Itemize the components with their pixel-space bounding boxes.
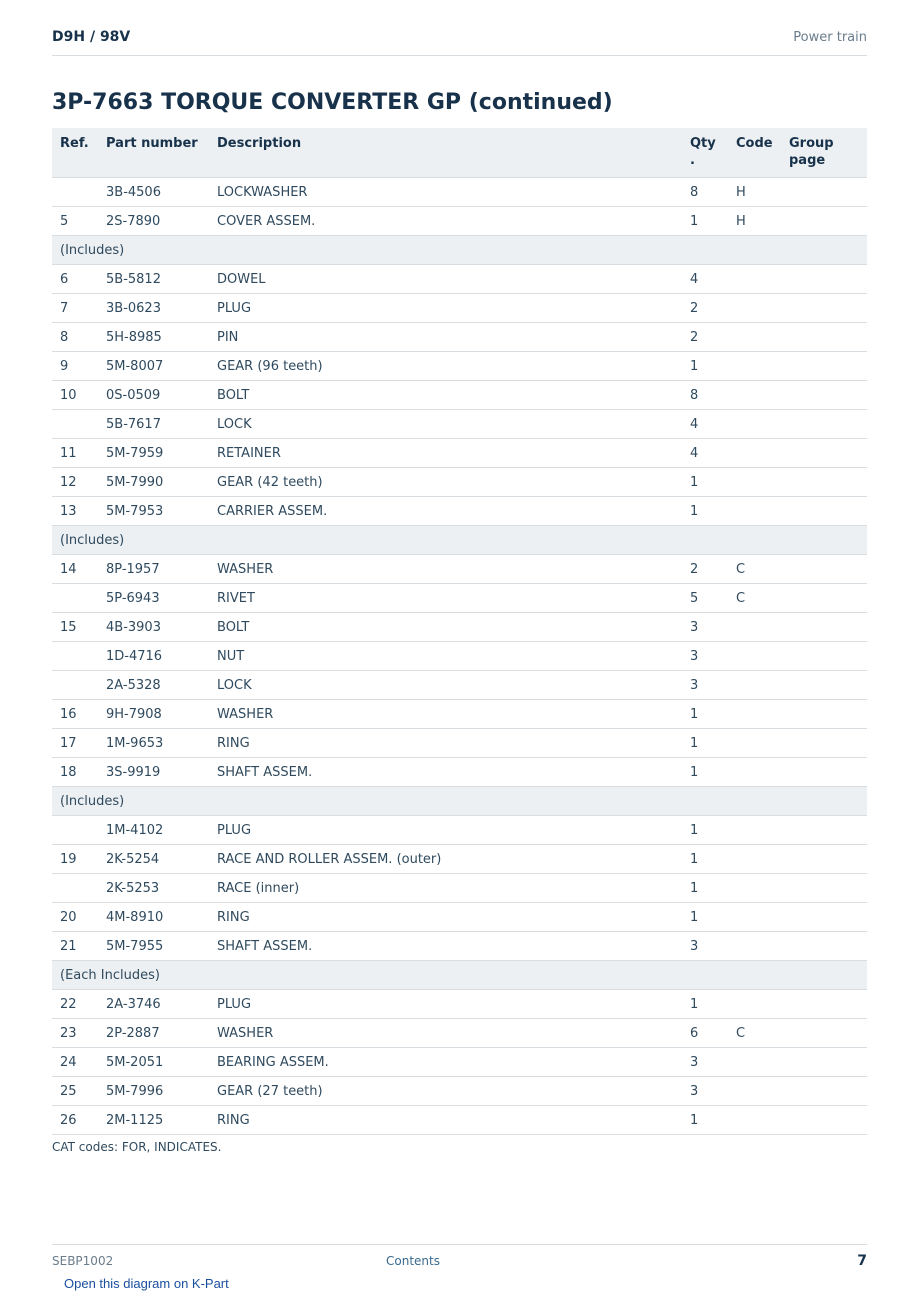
code-cell — [728, 468, 781, 497]
table-row — [52, 294, 867, 323]
qty-cell: 4 — [682, 410, 728, 439]
document-id: SEBP1002 — [52, 1254, 114, 1268]
table-row — [52, 671, 867, 700]
code-cell — [728, 497, 781, 526]
part-number-cell: 5B-7617 — [98, 410, 209, 439]
code-cell — [728, 294, 781, 323]
code-cell — [728, 903, 781, 932]
part-number-cell: 5M-8007 — [98, 352, 209, 381]
table-row — [52, 903, 867, 932]
description-cell: SHAFT ASSEM. — [209, 932, 682, 961]
table-row — [52, 613, 867, 642]
table-row — [52, 207, 867, 236]
table-row — [52, 352, 867, 381]
part-number-cell: 9H-7908 — [98, 700, 209, 729]
code-cell: C — [728, 555, 781, 584]
code-cell — [728, 758, 781, 787]
ref-cell: 26 — [52, 1106, 98, 1135]
code-cell — [728, 932, 781, 961]
code-cell — [728, 642, 781, 671]
group-page-cell — [781, 497, 867, 526]
ref-cell — [52, 642, 98, 671]
description-cell: WASHER — [209, 555, 682, 584]
part-number-cell: 2K-5254 — [98, 845, 209, 874]
part-number-cell: 5M-7996 — [98, 1077, 209, 1106]
description-cell: BOLT — [209, 613, 682, 642]
page-title — [52, 90, 613, 115]
group-page-cell — [781, 1077, 867, 1106]
part-number-cell: 3B-0623 — [98, 294, 209, 323]
code-cell — [728, 700, 781, 729]
qty-cell: 1 — [682, 352, 728, 381]
part-number-cell: 2A-5328 — [98, 671, 209, 700]
qty-cell: 4 — [682, 265, 728, 294]
table-row — [52, 1106, 867, 1135]
ref-cell: 18 — [52, 758, 98, 787]
description-cell: WASHER — [209, 700, 682, 729]
ref-cell: 16 — [52, 700, 98, 729]
qty-cell: 1 — [682, 729, 728, 758]
group-page-cell — [781, 468, 867, 497]
cat-codes-note: CAT codes: FOR, INDICATES. — [52, 1140, 222, 1154]
ref-cell — [52, 178, 98, 207]
qty-cell: 8 — [682, 381, 728, 410]
qty-cell: 8 — [682, 178, 728, 207]
qty-cell: 3 — [682, 1048, 728, 1077]
qty-cell: 2 — [682, 555, 728, 584]
code-cell — [728, 613, 781, 642]
qty-cell: 1 — [682, 845, 728, 874]
ref-cell: 7 — [52, 294, 98, 323]
group-page-cell — [781, 845, 867, 874]
code-cell — [728, 1106, 781, 1135]
group-page-cell — [781, 265, 867, 294]
group-page-cell — [781, 903, 867, 932]
table-row — [52, 758, 867, 787]
code-cell: C — [728, 1019, 781, 1048]
code-cell: H — [728, 178, 781, 207]
description-cell: CARRIER ASSEM. — [209, 497, 682, 526]
table-row — [52, 381, 867, 410]
group-page-cell — [781, 990, 867, 1019]
part-number-cell: 2S-7890 — [98, 207, 209, 236]
column-code: Code — [728, 128, 781, 178]
part-number-cell: 8P-1957 — [98, 555, 209, 584]
table-row — [52, 439, 867, 468]
parts-table — [52, 128, 867, 1135]
part-number-cell: 5M-7959 — [98, 439, 209, 468]
part-number-cell: 0S-0509 — [98, 381, 209, 410]
ref-cell: 11 — [52, 439, 98, 468]
group-page-cell — [781, 410, 867, 439]
table-row — [52, 729, 867, 758]
group-page-cell — [781, 178, 867, 207]
qty-cell: 2 — [682, 323, 728, 352]
description-cell: RETAINER — [209, 439, 682, 468]
table-row — [52, 323, 867, 352]
code-cell — [728, 874, 781, 903]
ref-cell: 25 — [52, 1077, 98, 1106]
ref-cell: 13 — [52, 497, 98, 526]
ref-cell: 5 — [52, 207, 98, 236]
code-cell — [728, 1048, 781, 1077]
ref-cell: 17 — [52, 729, 98, 758]
qty-cell: 1 — [682, 816, 728, 845]
group-page-cell — [781, 613, 867, 642]
code-cell — [728, 845, 781, 874]
description-cell: RACE AND ROLLER ASSEM. (outer) — [209, 845, 682, 874]
part-number-cell: 5B-5812 — [98, 265, 209, 294]
table-row — [52, 1019, 867, 1048]
qty-cell: 1 — [682, 1106, 728, 1135]
group-page-cell — [781, 816, 867, 845]
qty-cell: 4 — [682, 439, 728, 468]
table-row — [52, 555, 867, 584]
column-group-page: Group page — [781, 128, 867, 178]
parts-table-body — [52, 178, 867, 1135]
qty-cell: 6 — [682, 1019, 728, 1048]
contents-link[interactable]: Contents — [386, 1254, 440, 1268]
includes-label: (Includes) — [52, 236, 867, 265]
description-cell: PLUG — [209, 816, 682, 845]
page-header — [52, 29, 867, 56]
ref-cell: 6 — [52, 265, 98, 294]
qty-cell: 1 — [682, 758, 728, 787]
group-page-cell — [781, 700, 867, 729]
ref-cell: 19 — [52, 845, 98, 874]
qty-cell: 5 — [682, 584, 728, 613]
table-row — [52, 932, 867, 961]
description-cell: LOCK — [209, 671, 682, 700]
code-cell: C — [728, 584, 781, 613]
qty-cell: 3 — [682, 613, 728, 642]
group-page-cell — [781, 584, 867, 613]
code-cell — [728, 729, 781, 758]
code-cell — [728, 265, 781, 294]
group-page-cell — [781, 352, 867, 381]
ref-cell: 8 — [52, 323, 98, 352]
code-cell — [728, 671, 781, 700]
group-page-cell — [781, 323, 867, 352]
part-number-cell: 5M-7955 — [98, 932, 209, 961]
machine-model: D9H / 98V — [52, 29, 131, 45]
description-cell: BOLT — [209, 381, 682, 410]
description-cell: BEARING ASSEM. — [209, 1048, 682, 1077]
ref-cell: 10 — [52, 381, 98, 410]
qty-cell: 3 — [682, 671, 728, 700]
description-cell: GEAR (96 teeth) — [209, 352, 682, 381]
description-cell: RING — [209, 729, 682, 758]
part-number-cell: 5M-7990 — [98, 468, 209, 497]
group-page-cell — [781, 729, 867, 758]
column-qty: Qty . — [682, 128, 728, 178]
description-cell: PLUG — [209, 294, 682, 323]
title-suffix: (continued) — [468, 90, 613, 115]
group-page-cell — [781, 381, 867, 410]
code-cell — [728, 410, 781, 439]
ref-cell: 23 — [52, 1019, 98, 1048]
description-cell: RIVET — [209, 584, 682, 613]
part-number-cell: 4B-3903 — [98, 613, 209, 642]
ref-cell: 21 — [52, 932, 98, 961]
group-page-cell — [781, 1019, 867, 1048]
description-cell: RING — [209, 1106, 682, 1135]
table-row — [52, 1048, 867, 1077]
kpart-diagram-link[interactable]: Open this diagram on K-Part — [64, 1276, 229, 1291]
qty-cell: 1 — [682, 700, 728, 729]
code-cell: H — [728, 207, 781, 236]
part-number-cell: 2K-5253 — [98, 874, 209, 903]
column-ref: Ref. — [52, 128, 98, 178]
description-cell: RACE (inner) — [209, 874, 682, 903]
table-row — [52, 468, 867, 497]
description-cell: SHAFT ASSEM. — [209, 758, 682, 787]
ref-cell: 15 — [52, 613, 98, 642]
ref-cell: 12 — [52, 468, 98, 497]
description-cell: GEAR (27 teeth) — [209, 1077, 682, 1106]
description-cell: PLUG — [209, 990, 682, 1019]
table-row — [52, 410, 867, 439]
part-number-cell: 2P-2887 — [98, 1019, 209, 1048]
page-footer — [52, 1244, 867, 1274]
code-cell — [728, 352, 781, 381]
table-row — [52, 584, 867, 613]
column-description: Description — [209, 128, 682, 178]
group-page-cell — [781, 1106, 867, 1135]
table-row — [52, 816, 867, 845]
group-page-cell — [781, 439, 867, 468]
part-number-cell: 3B-4506 — [98, 178, 209, 207]
ref-cell — [52, 816, 98, 845]
group-page-cell — [781, 671, 867, 700]
table-row — [52, 700, 867, 729]
part-number-cell: 1D-4716 — [98, 642, 209, 671]
description-cell: RING — [209, 903, 682, 932]
group-page-cell — [781, 874, 867, 903]
qty-cell: 1 — [682, 874, 728, 903]
qty-cell: 1 — [682, 207, 728, 236]
qty-cell: 3 — [682, 642, 728, 671]
part-number-cell: 4M-8910 — [98, 903, 209, 932]
code-cell — [728, 1077, 781, 1106]
group-page-cell — [781, 758, 867, 787]
includes-label: (Includes) — [52, 787, 867, 816]
ref-cell: 22 — [52, 990, 98, 1019]
description-cell: COVER ASSEM. — [209, 207, 682, 236]
group-title: 3P-7663 TORQUE CONVERTER GP — [52, 90, 462, 115]
ref-cell: 14 — [52, 555, 98, 584]
qty-cell: 1 — [682, 903, 728, 932]
group-page-cell — [781, 642, 867, 671]
group-page-cell — [781, 1048, 867, 1077]
group-page-cell — [781, 932, 867, 961]
ref-cell — [52, 874, 98, 903]
includes-row — [52, 526, 867, 555]
description-cell: LOCK — [209, 410, 682, 439]
table-row — [52, 874, 867, 903]
table-row — [52, 642, 867, 671]
part-number-cell: 3S-9919 — [98, 758, 209, 787]
part-number-cell: 1M-9653 — [98, 729, 209, 758]
description-cell: DOWEL — [209, 265, 682, 294]
ref-cell — [52, 410, 98, 439]
column-part-number: Part number — [98, 128, 209, 178]
includes-row — [52, 961, 867, 990]
ref-cell: 24 — [52, 1048, 98, 1077]
part-number-cell: 2A-3746 — [98, 990, 209, 1019]
includes-row — [52, 787, 867, 816]
qty-cell: 1 — [682, 468, 728, 497]
description-cell: NUT — [209, 642, 682, 671]
table-row — [52, 845, 867, 874]
part-number-cell: 5H-8985 — [98, 323, 209, 352]
code-cell — [728, 990, 781, 1019]
part-number-cell: 2M-1125 — [98, 1106, 209, 1135]
table-row — [52, 990, 867, 1019]
code-cell — [728, 439, 781, 468]
group-page-cell — [781, 207, 867, 236]
description-cell: PIN — [209, 323, 682, 352]
description-cell: WASHER — [209, 1019, 682, 1048]
description-cell: GEAR (42 teeth) — [209, 468, 682, 497]
code-cell — [728, 816, 781, 845]
group-page-cell — [781, 555, 867, 584]
table-row — [52, 497, 867, 526]
part-number-cell: 5M-2051 — [98, 1048, 209, 1077]
includes-label: (Each Includes) — [52, 961, 867, 990]
part-number-cell: 1M-4102 — [98, 816, 209, 845]
description-cell: LOCKWASHER — [209, 178, 682, 207]
part-number-cell: 5M-7953 — [98, 497, 209, 526]
qty-cell: 3 — [682, 1077, 728, 1106]
includes-row — [52, 236, 867, 265]
qty-cell: 1 — [682, 497, 728, 526]
qty-cell: 2 — [682, 294, 728, 323]
qty-cell: 1 — [682, 990, 728, 1019]
table-row — [52, 1077, 867, 1106]
code-cell — [728, 381, 781, 410]
table-row — [52, 265, 867, 294]
table-row — [52, 178, 867, 207]
parts-table-header — [52, 128, 867, 178]
code-cell — [728, 323, 781, 352]
ref-cell: 20 — [52, 903, 98, 932]
qty-cell: 3 — [682, 932, 728, 961]
ref-cell: 9 — [52, 352, 98, 381]
group-page-cell — [781, 294, 867, 323]
ref-cell — [52, 671, 98, 700]
page-number: 7 — [857, 1253, 867, 1269]
includes-label: (Includes) — [52, 526, 867, 555]
part-number-cell: 5P-6943 — [98, 584, 209, 613]
ref-cell — [52, 584, 98, 613]
section-name: Power train — [793, 30, 867, 45]
